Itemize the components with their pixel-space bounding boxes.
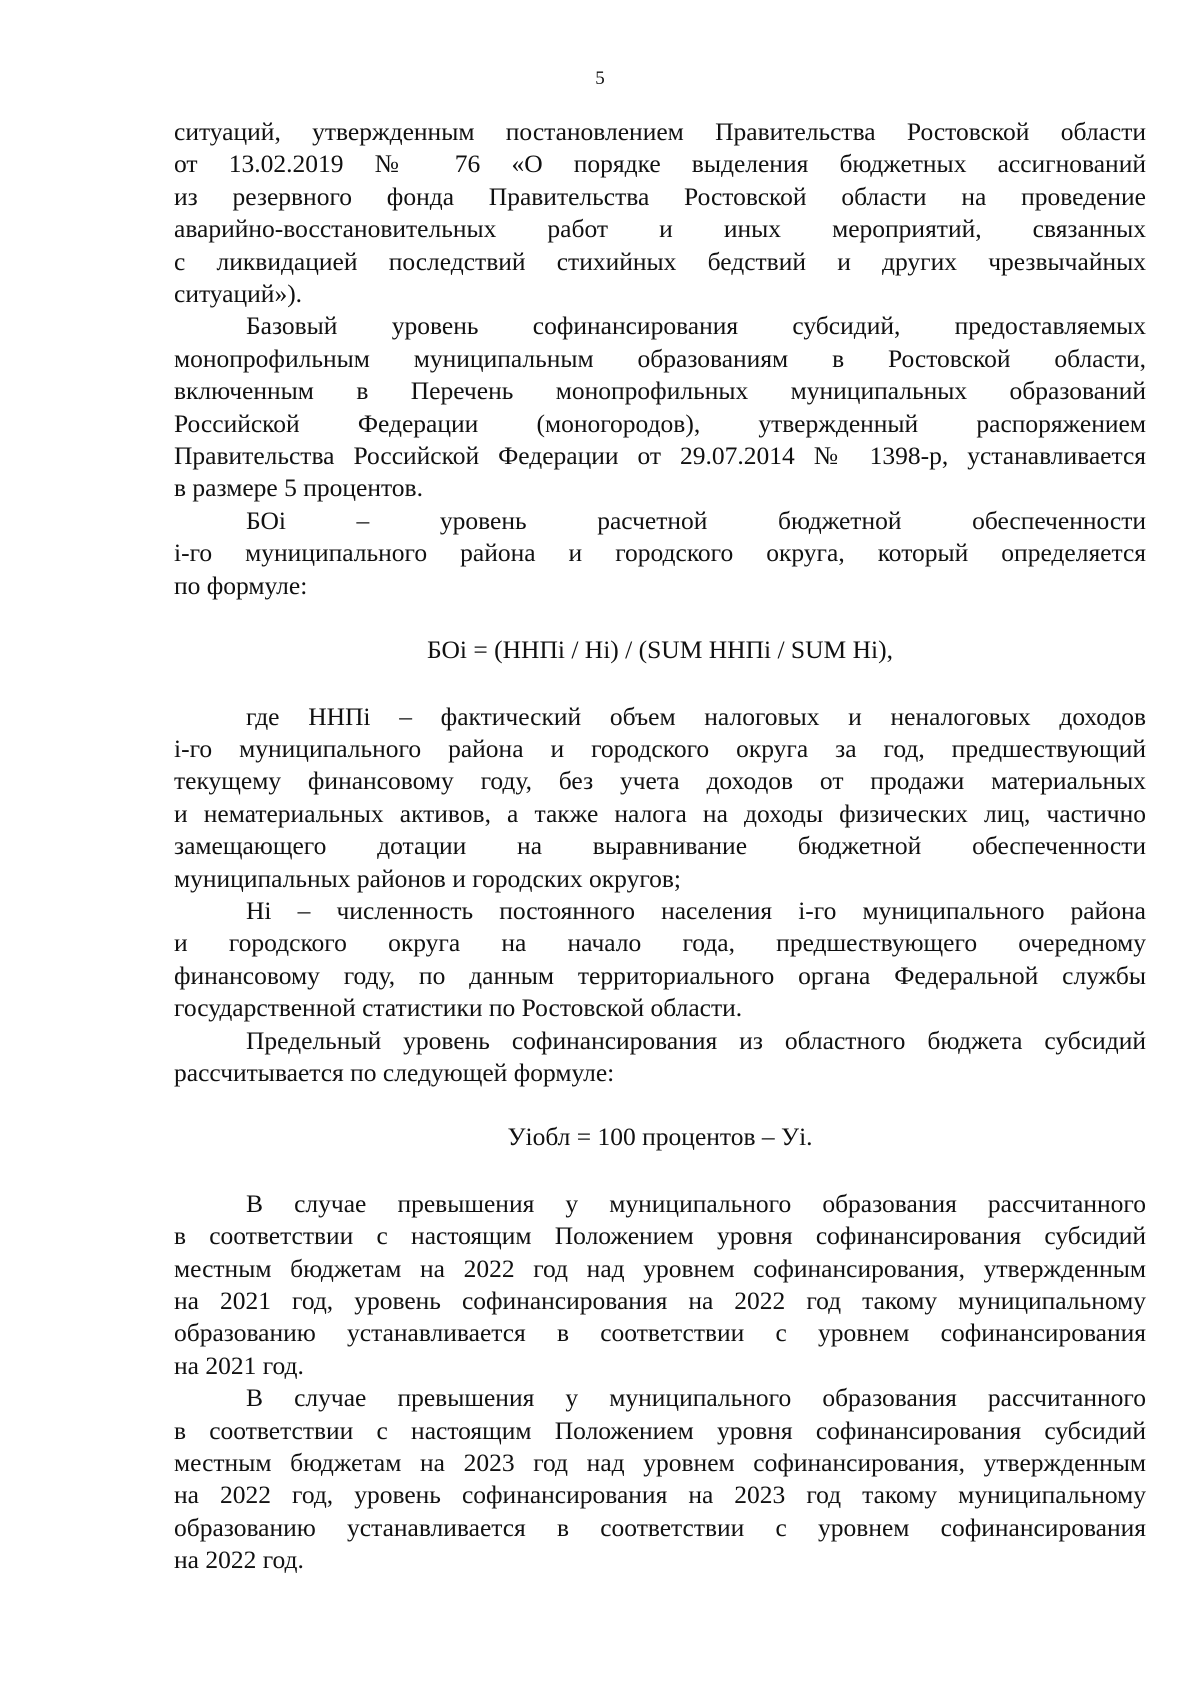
text-line: на 2021 год. [174,1350,304,1380]
paragraph-boi-definition [174,505,1146,602]
paragraph-ni-definition [174,895,1146,1025]
text-line: образованию устанавливается в соответствии с уровнем софинансирования [174,1512,1146,1542]
text-line: Правительства Российской Федерации от 29.07.2014 № 1398-р, устанавливается [174,441,1146,471]
text-line: i-го муниципального района и городского округа, который определяется [174,538,1146,568]
text-line: Базовый уровень софинансирования субсидий, предоставляемых [246,311,1146,341]
text-line: на 2022 год. [174,1545,304,1575]
text-line: БОi – уровень расчетной бюджетной обеспеченности [246,505,1146,535]
text-line: по формуле: [174,570,308,600]
text-line: с ликвидацией последствий стихийных бедствий и других чрезвычайных [174,246,1146,276]
text-line: включенным в Перечень монопрофильных муниципальных образований [174,376,1146,406]
text-line: муниципальных районов и городских округов; [174,863,682,893]
text-line: в размере 5 процентов. [174,473,423,503]
paragraph-max-level [174,1025,1146,1090]
text-line: ситуаций»). [174,279,303,309]
text-line: рассчитывается по следующей формуле: [174,1057,615,1087]
document-body [174,116,1146,1577]
paragraph-2022-excess [174,1188,1146,1382]
paragraph-base-level [174,310,1146,504]
text-line: на 2021 год, уровень софинансирования на 2022 год такому муниципальному [174,1286,1146,1315]
text-line: государственной статистики по Ростовской области. [174,993,743,1023]
text-line: Нi – численность постоянного населения i-го муниципального района [246,895,1146,925]
text-line: замещающего дотации на выравнивание бюджетной обеспеченности [174,831,1146,861]
text-line: В случае превышения у муниципального образования рассчитанного [246,1188,1146,1218]
text-line: в соответствии с настоящим Положением уровня софинансирования субсидий [174,1415,1146,1445]
formula-uiobl: Уiобл = 100 процентов – Уi. [507,1122,813,1152]
page-number: 5 [595,68,605,89]
text-line: образованию устанавливается в соответствии с уровнем софинансирования [174,1318,1146,1348]
text-line: местным бюджетам на 2023 год над уровнем софинансирования, утвержденным [174,1448,1146,1478]
paragraph-continuation [174,116,1146,310]
text-line: из резервного фонда Правительства Ростовской области на проведение [174,181,1146,211]
text-line: В случае превышения у муниципального образования рассчитанного [246,1383,1146,1413]
text-line: аварийно-восстановительных работ и иных мероприятий, связанных [174,214,1146,244]
text-line: местным бюджетам на 2022 год над уровнем софинансирования, утвержденным [174,1253,1146,1283]
text-line: и городского округа на начало года, предшествующего очередному [174,928,1146,958]
text-line: на 2022 год, уровень софинансирования на 2023 год такому муниципальному [174,1480,1146,1510]
text-line: и нематериальных активов, а также налога на доходы физических лиц, частично [174,798,1146,828]
paragraph-nnpi-definition [174,701,1146,895]
text-line: i-го муниципального района и городского округа за год, предшествующий [174,733,1146,763]
text-line: монопрофильным муниципальным образованиям в Ростовской области, [174,343,1146,373]
paragraph-2023-excess [174,1382,1146,1576]
text-line: Российской Федерации (моногородов), утвержденный распоряжением [174,408,1146,438]
text-line: финансовому году, по данным территориального органа Федеральной службы [174,960,1146,990]
text-line: от 13.02.2019 № 76 «О порядке выделения бюджетных ассигнований [174,149,1146,179]
text-line: где ННПi – фактический объем налоговых и неналоговых доходов [246,701,1146,731]
text-line: Предельный уровень софинансирования из областного бюджета субсидий [246,1025,1146,1055]
text-line: в соответствии с настоящим Положением уровня софинансирования субсидий [174,1221,1146,1251]
text-line: текущему финансовому году, без учета доходов от продажи материальных [174,766,1146,796]
formula-boi: БОi = (ННПi / Нi) / (SUM ННПi / SUM Нi), [427,635,893,665]
text-line: ситуаций, утвержденным постановлением Правительства Ростовской области [174,117,1146,146]
